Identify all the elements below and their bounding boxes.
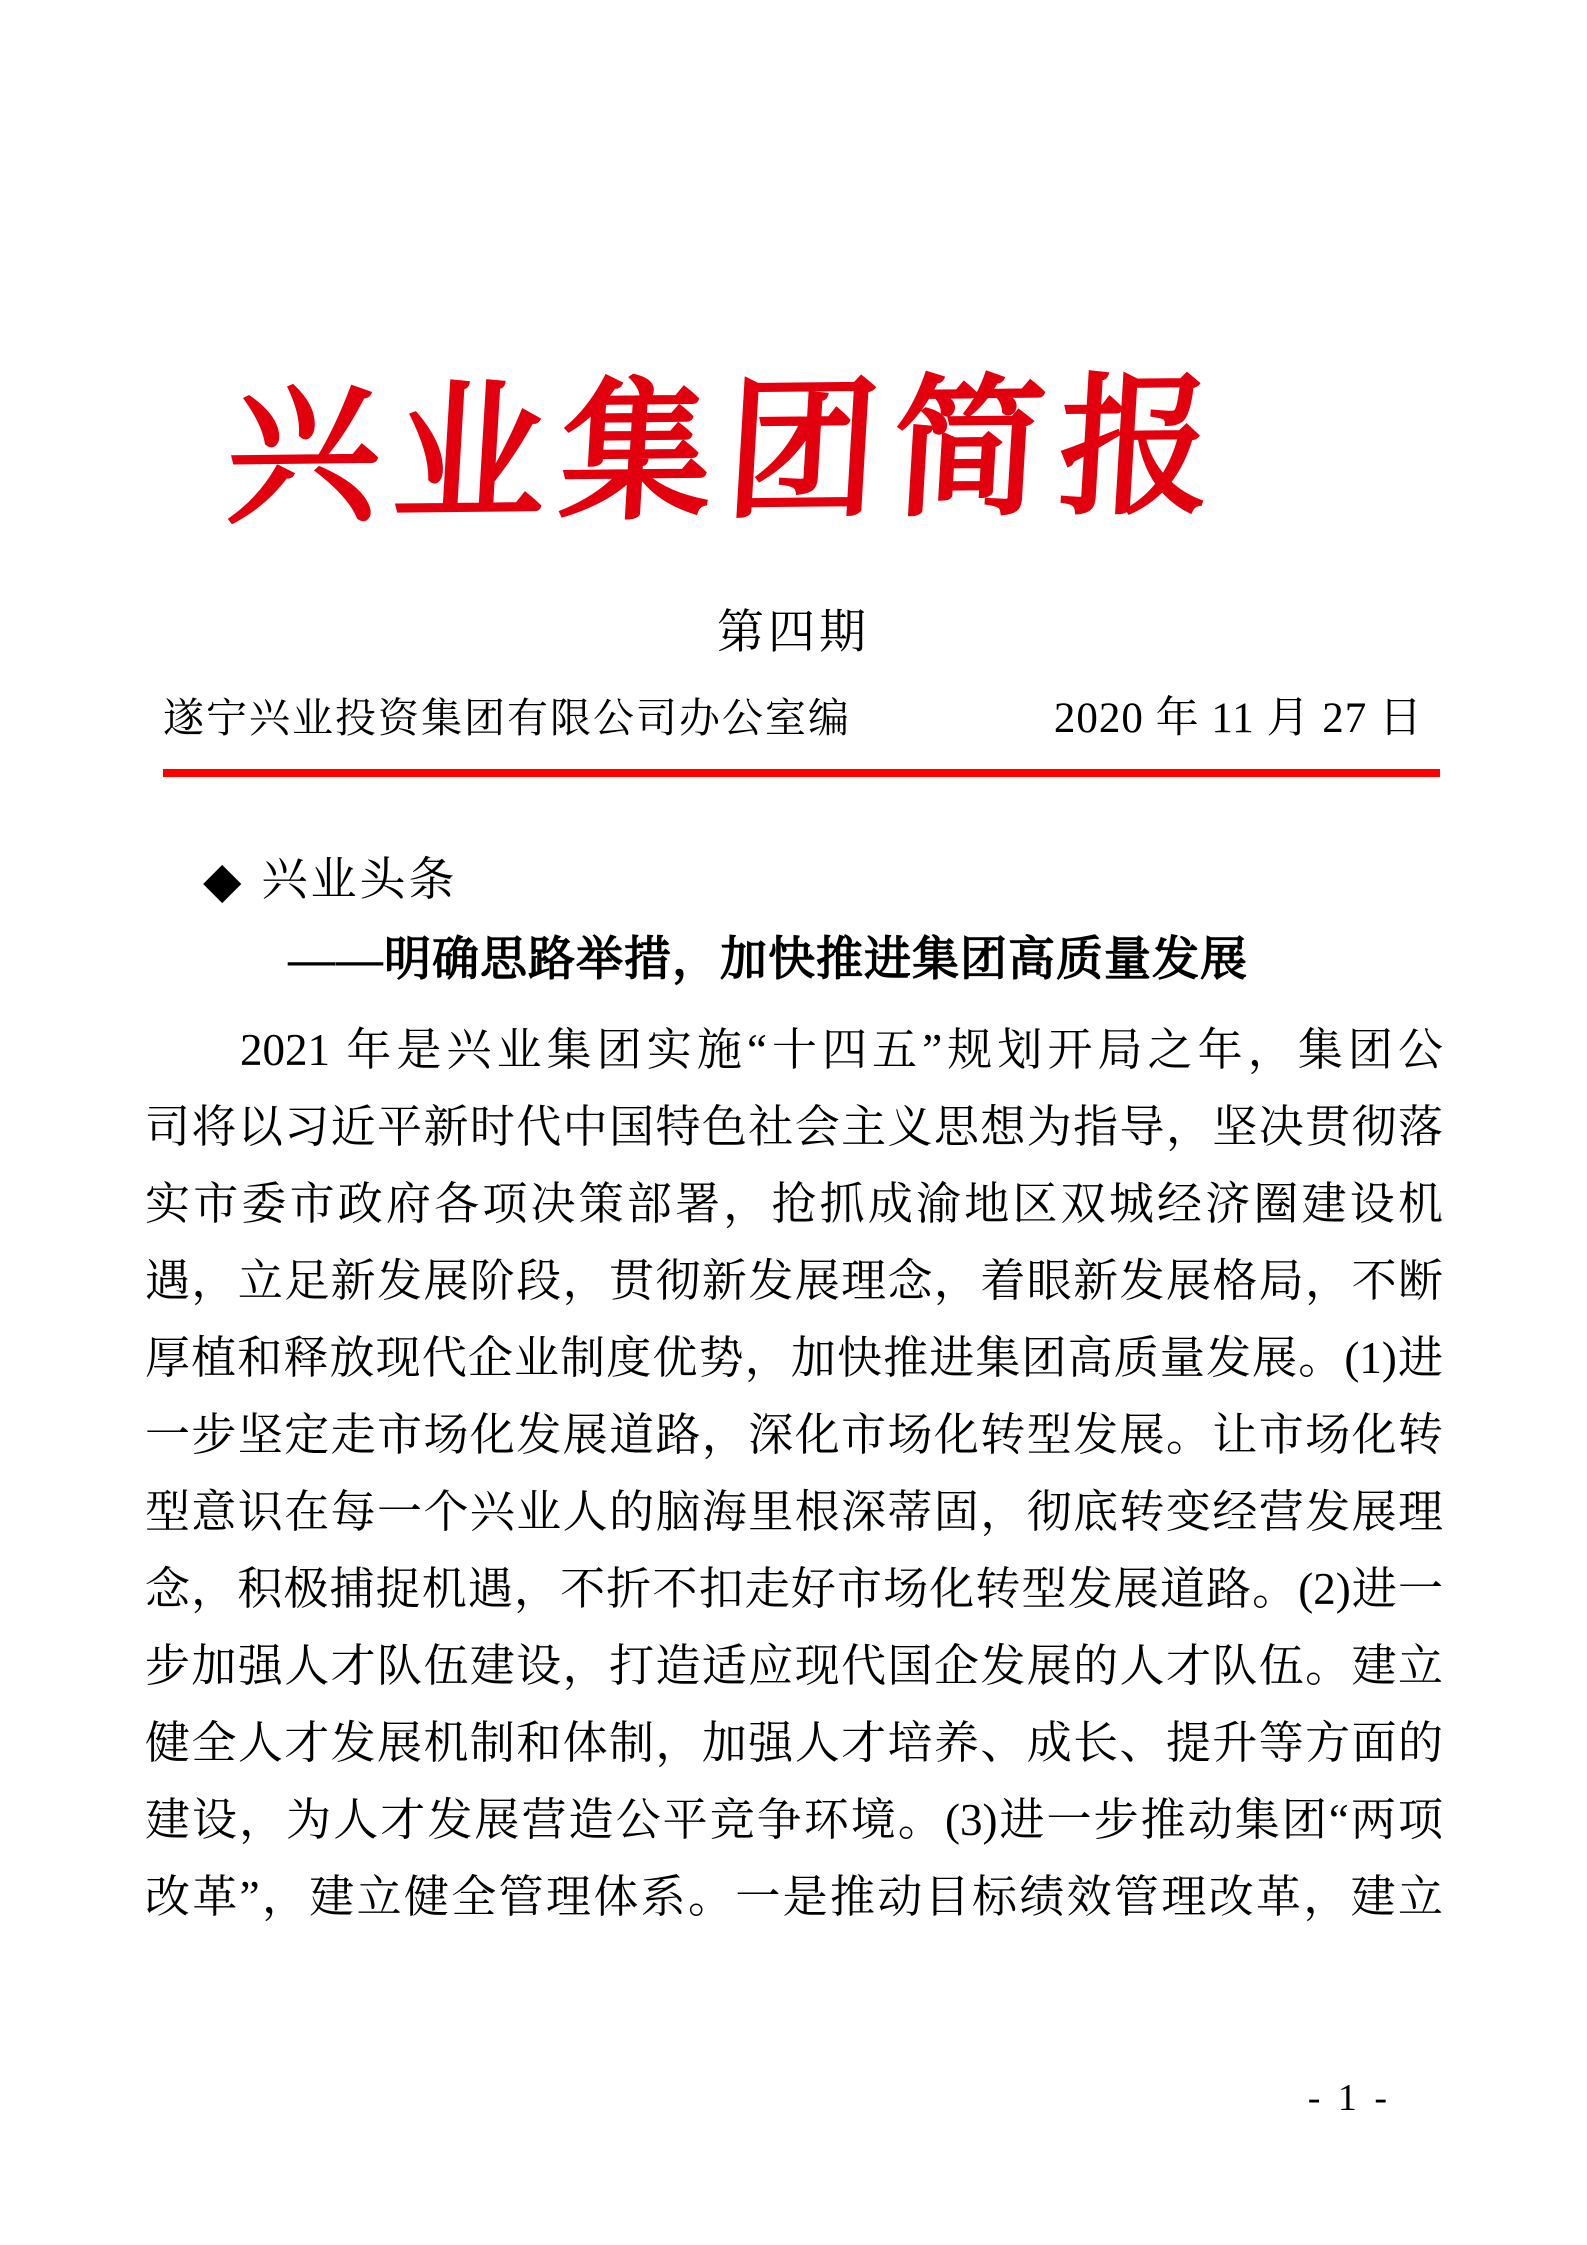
body-line: 健全人才发展机制和体制，加强人才培养、成长、提升等方面的 [145,1718,1443,1768]
issue-number: 第四期 [717,607,870,659]
body-line: 步加强人才队伍建设，打造适应现代国企发展的人才队伍。建立 [145,1641,1443,1691]
masthead-title: 兴业集团简报 [222,363,1219,543]
body-line: 一步坚定走市场化发展道路，深化市场化转型发展。让市场化转 [145,1410,1443,1460]
red-divider-rule [163,769,1440,777]
publication-date: 2020 年 11 月 27 日 [1053,695,1423,742]
page-number: - 1 - [1307,2077,1391,2119]
article-body [145,1012,1443,1936]
edition-row [163,690,1423,747]
section-title: 兴业头条 [261,854,458,905]
body-line: 念，积极捕捉机遇，不折不扣走好市场化转型发展道路。(2)进一 [145,1564,1443,1614]
diamond-bullet-icon: ◆ [203,852,242,908]
section-header [203,852,457,908]
body-line: 实市委市政府各项决策部署，抢抓成渝地区双城经济圈建设机 [145,1179,1443,1229]
body-line: 改革”，建立健全管理体系。一是推动目标绩效管理改革，建立 [145,1872,1443,1922]
body-line: 型意识在每一个兴业人的脑海里根深蒂固，彻底转变经营发展理 [145,1487,1443,1537]
body-line: 厚植和释放现代企业制度优势，加快推进集团高质量发展。(1)进 [145,1333,1443,1383]
editor-office-label: 遂宁兴业投资集团有限公司办公室编 [163,695,851,741]
body-line: 建设，为人才发展营造公平竞争环境。(3)进一步推动集团“两项 [145,1795,1443,1845]
article-headline: ——明确思路举措，加快推进集团高质量发展 [288,934,1248,986]
body-line: 2021 年是兴业集团实施“十四五”规划开局之年，集团公 [240,1025,1443,1075]
body-line: 遇，立足新发展阶段，贯彻新发展理念，着眼新发展格局，不断 [145,1256,1443,1306]
body-line: 司将以习近平新时代中国特色社会主义思想为指导，坚决贯彻落 [145,1102,1443,1152]
